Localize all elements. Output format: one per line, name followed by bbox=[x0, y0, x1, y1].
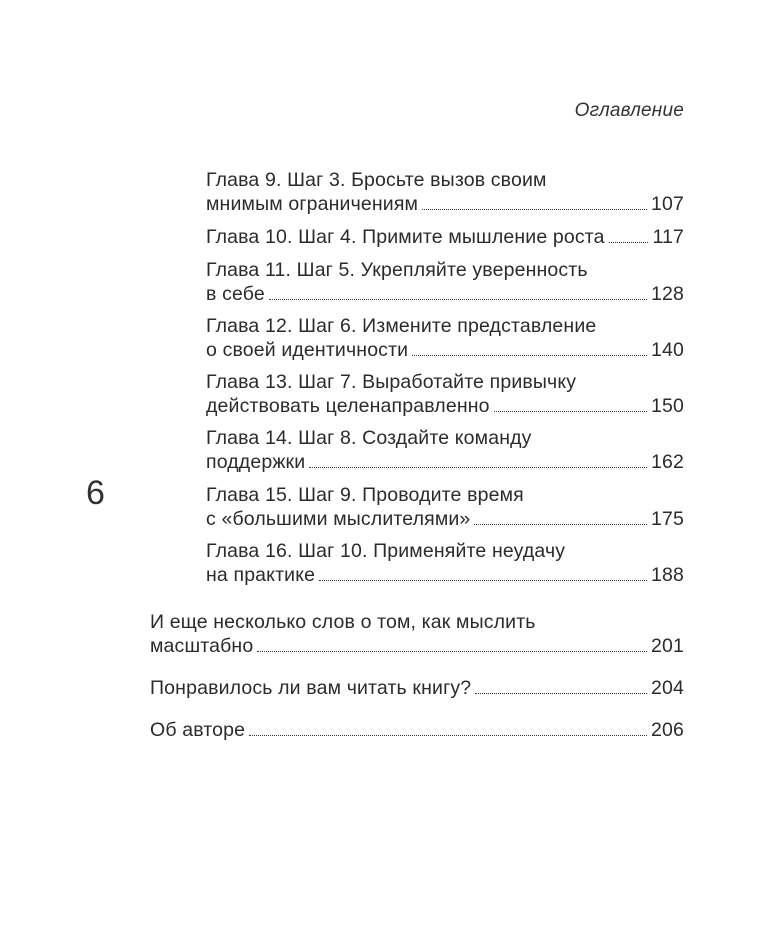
toc-page-number: 150 bbox=[651, 395, 684, 417]
dot-leader bbox=[494, 411, 647, 412]
toc-entry-chapter-9[interactable] bbox=[206, 168, 684, 216]
toc-entry-title-cont: мнимым ограничениям bbox=[206, 193, 419, 215]
dot-leader bbox=[609, 242, 649, 243]
running-head: Оглавление bbox=[574, 100, 684, 121]
toc-entry-title: Глава 12. Шаг 6. Измените представление bbox=[206, 315, 597, 337]
toc-entry-about-author[interactable] bbox=[150, 718, 684, 742]
dot-leader bbox=[309, 467, 647, 468]
toc-entry-title-cont: действовать целенаправленно bbox=[206, 395, 490, 417]
dot-leader bbox=[249, 735, 647, 736]
dot-leader bbox=[412, 355, 647, 356]
toc-page-number: 188 bbox=[651, 564, 684, 586]
toc-entry-title: Глава 14. Шаг 8. Создайте команду bbox=[206, 427, 532, 449]
toc-entry-chapter-10[interactable] bbox=[206, 225, 684, 249]
toc-page-number: 140 bbox=[651, 339, 684, 361]
toc-entry-title-cont: о своей идентичности bbox=[206, 339, 409, 361]
toc-entry-chapter-14[interactable] bbox=[206, 426, 684, 474]
toc-entry-chapter-16[interactable] bbox=[206, 539, 684, 587]
toc-entry-title-cont: масштабно bbox=[150, 635, 254, 657]
toc-entry-title: Глава 9. Шаг 3. Бросьте вызов своим bbox=[206, 169, 547, 191]
toc-entry-chapter-15[interactable] bbox=[206, 483, 684, 531]
toc-entry-title: И еще несколько слов о том, как мыслить bbox=[150, 611, 536, 633]
toc-entry-chapter-11[interactable] bbox=[206, 258, 684, 306]
dot-leader bbox=[319, 580, 647, 581]
toc-page-number: 175 bbox=[651, 508, 684, 530]
toc-entry-chapter-12[interactable] bbox=[206, 314, 684, 362]
toc-entry-title: Глава 10. Шаг 4. Примите мышление роста bbox=[206, 226, 605, 248]
toc-page-number: 201 bbox=[651, 635, 684, 657]
toc-page-number: 117 bbox=[652, 226, 684, 248]
toc-entry-title: Глава 13. Шаг 7. Выработайте привычку bbox=[206, 371, 577, 393]
dot-leader bbox=[475, 693, 647, 694]
dot-leader bbox=[269, 299, 647, 300]
toc-entry-afterword[interactable] bbox=[150, 610, 684, 658]
toc-entry-title-cont: на практике bbox=[206, 564, 316, 586]
toc-page-number: 128 bbox=[651, 283, 684, 305]
toc-page-number: 162 bbox=[651, 451, 684, 473]
dot-leader bbox=[474, 524, 647, 525]
toc-page-number: 107 bbox=[651, 193, 684, 215]
toc-entry-feedback[interactable] bbox=[150, 676, 684, 700]
toc-entry-title: Глава 15. Шаг 9. Проводите время bbox=[206, 484, 524, 506]
toc-entry-title: Понравилось ли вам читать книгу? bbox=[150, 677, 472, 699]
toc-entry-title: Глава 11. Шаг 5. Укрепляйте уверенность bbox=[206, 259, 588, 281]
page-number: 6 bbox=[86, 474, 105, 512]
toc-entry-title-cont: поддержки bbox=[206, 451, 306, 473]
toc-entry-title: Об авторе bbox=[150, 719, 246, 741]
toc-entry-title-cont: в себе bbox=[206, 283, 265, 305]
dot-leader bbox=[422, 209, 647, 210]
toc-entry-title: Глава 16. Шаг 10. Применяйте неудачу bbox=[206, 540, 566, 562]
toc-page-number: 204 bbox=[651, 677, 684, 699]
toc-entry-title-cont: с «большими мыслителями» bbox=[206, 508, 471, 530]
toc-page-number: 206 bbox=[651, 719, 684, 741]
dot-leader bbox=[257, 651, 647, 652]
toc-entry-chapter-13[interactable] bbox=[206, 370, 684, 418]
